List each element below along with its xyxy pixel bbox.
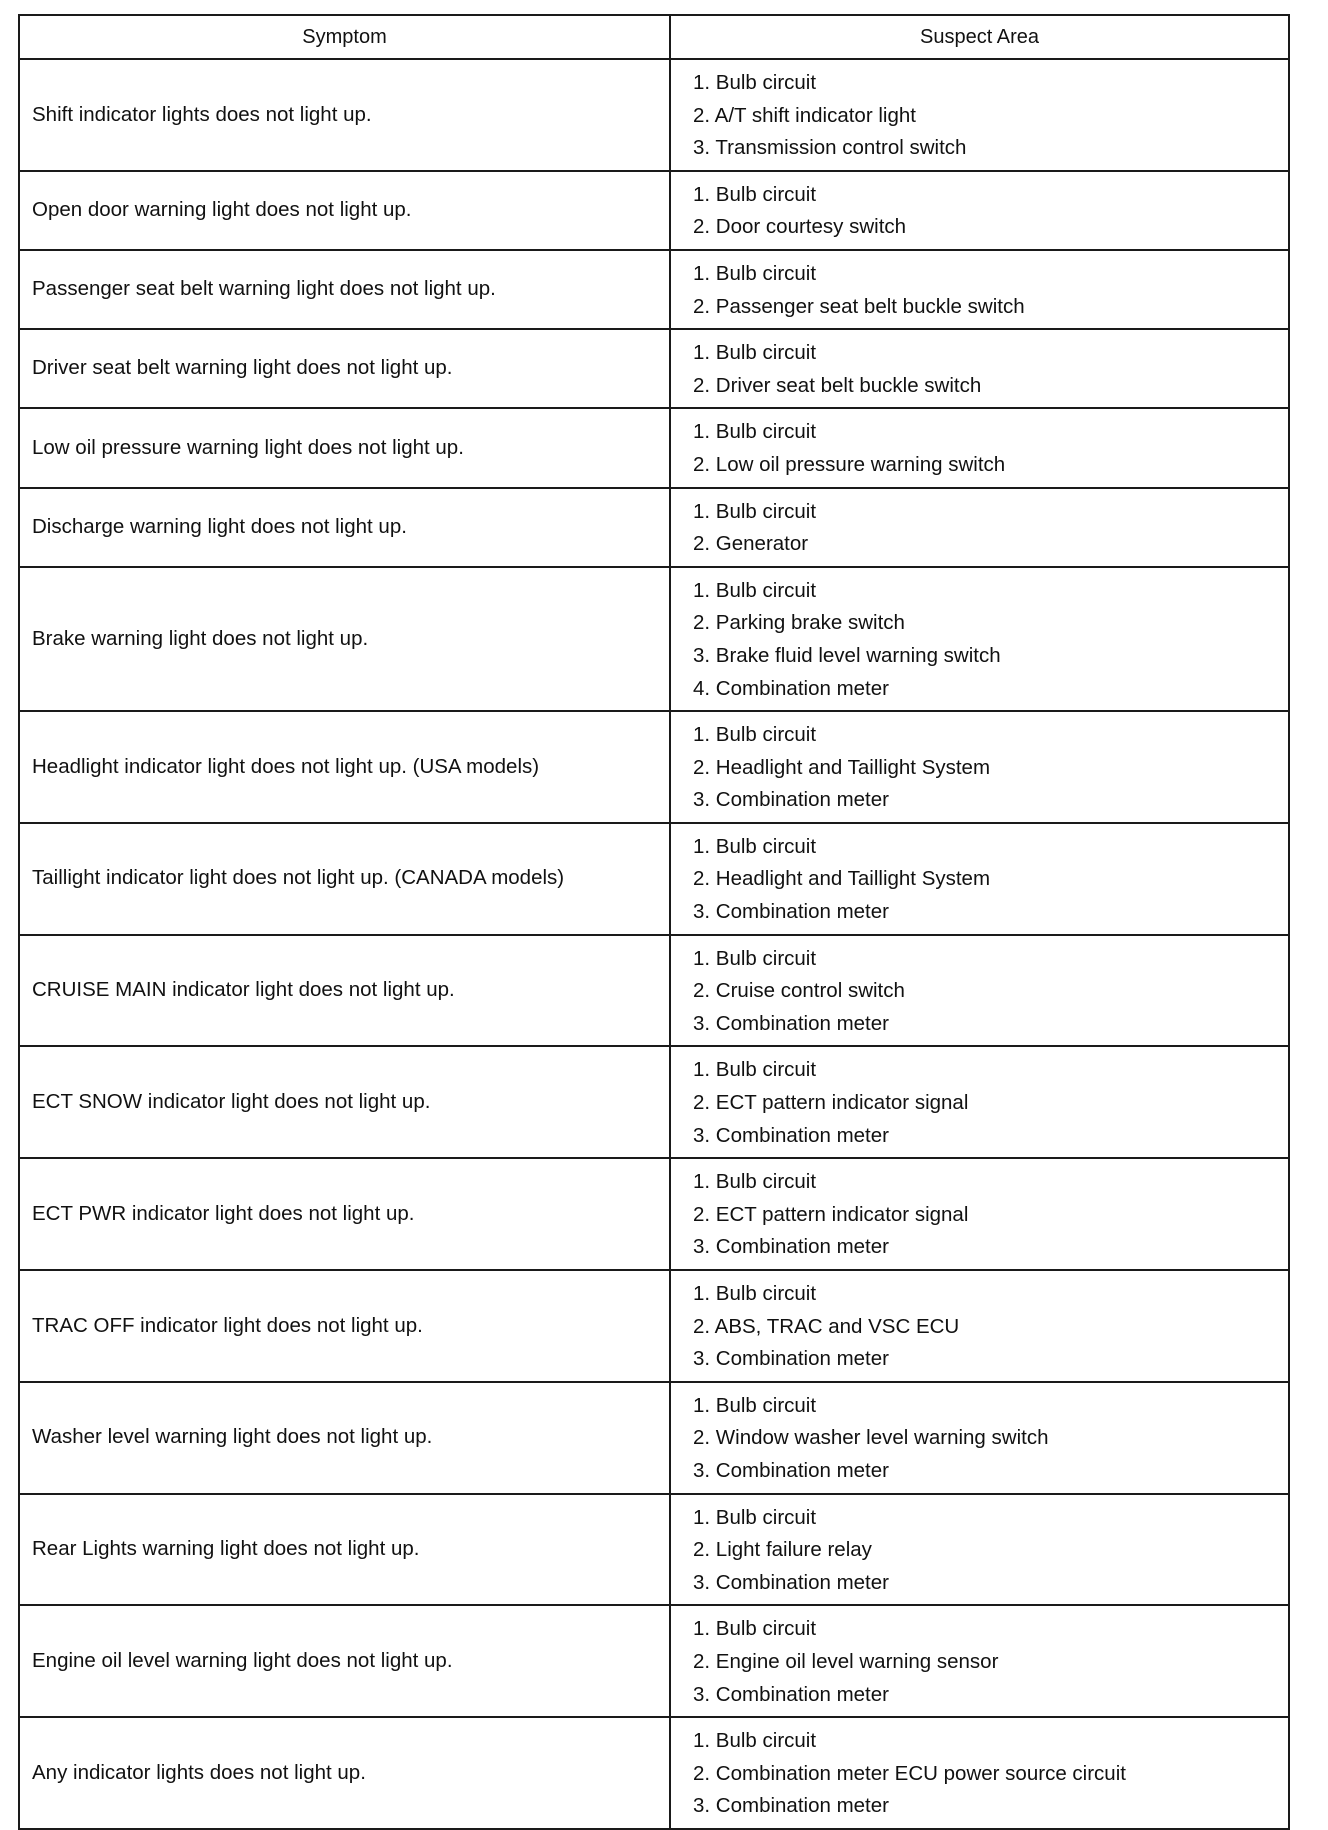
suspect-item: 3. Combination meter	[693, 1458, 889, 1482]
suspect-item: 2. Cruise control switch	[693, 979, 905, 1003]
table-row	[19, 1046, 1289, 1158]
symptom-cell: ECT SNOW indicator light does not light up.	[19, 1046, 670, 1158]
suspect-area-cell	[670, 329, 1289, 408]
suspect-area-header: Suspect Area	[670, 15, 1289, 59]
suspect-item: 3. Transmission control switch	[693, 136, 967, 160]
suspect-area-cell	[670, 488, 1289, 567]
symptom-cell: Washer level warning light does not light up.	[19, 1382, 670, 1494]
symptom-cell: Open door warning light does not light up.	[19, 171, 670, 250]
suspect-item: 3. Combination meter	[693, 1682, 889, 1706]
suspect-area-cell	[670, 1270, 1289, 1382]
troubleshooting-table	[18, 14, 1290, 1830]
table-row	[19, 1494, 1289, 1606]
suspect-item: 1. Bulb circuit	[693, 499, 817, 523]
table-row	[19, 1158, 1289, 1270]
header-row	[19, 15, 1289, 59]
suspect-item: 1. Bulb circuit	[693, 1505, 817, 1529]
suspect-item: 3. Combination meter	[693, 1347, 889, 1371]
symptom-cell: Discharge warning light does not light up.	[19, 488, 670, 567]
suspect-area-cell	[670, 1158, 1289, 1270]
suspect-area-cell	[670, 1046, 1289, 1158]
suspect-item: 2. ECT pattern indicator signal	[693, 1091, 969, 1115]
suspect-area-cell	[670, 1494, 1289, 1606]
suspect-item: 2. Generator	[693, 532, 809, 556]
suspect-item: 1. Bulb circuit	[693, 723, 817, 747]
suspect-item: 2. Headlight and Taillight System	[693, 867, 991, 891]
suspect-area-cell	[670, 823, 1289, 935]
suspect-area-cell	[670, 171, 1289, 250]
symptom-cell: ECT PWR indicator light does not light up.	[19, 1158, 670, 1270]
symptom-cell: Any indicator lights does not light up.	[19, 1717, 670, 1829]
suspect-area-cell	[670, 1382, 1289, 1494]
suspect-item: 2. Driver seat belt buckle switch	[693, 373, 982, 397]
suspect-item: 2. Light failure relay	[693, 1538, 872, 1562]
suspect-item: 3. Combination meter	[693, 1235, 889, 1259]
suspect-item: 2. ECT pattern indicator signal	[693, 1202, 969, 1226]
symptom-cell: CRUISE MAIN indicator light does not light up.	[19, 935, 670, 1047]
suspect-item: 2. Parking brake switch	[693, 611, 905, 635]
suspect-area-cell	[670, 1605, 1289, 1717]
suspect-item: 2. Passenger seat belt buckle switch	[693, 294, 1025, 318]
suspect-item: 2. Combination meter ECU power source circuit	[693, 1761, 1126, 1785]
suspect-area-cell	[670, 935, 1289, 1047]
table-row	[19, 1270, 1289, 1382]
symptom-cell: Engine oil level warning light does not light up.	[19, 1605, 670, 1717]
suspect-item: 1. Bulb circuit	[693, 182, 817, 206]
suspect-item: 3. Combination meter	[693, 1570, 889, 1594]
symptom-cell: Headlight indicator light does not light up. (USA models)	[19, 711, 670, 823]
table-row	[19, 935, 1289, 1047]
suspect-item: 3. Combination meter	[693, 788, 889, 812]
suspect-item: 1. Bulb circuit	[693, 578, 817, 602]
suspect-item: 1. Bulb circuit	[693, 1170, 817, 1194]
suspect-area-cell	[670, 567, 1289, 711]
suspect-item: 1. Bulb circuit	[693, 1393, 817, 1417]
suspect-item: 1. Bulb circuit	[693, 946, 817, 970]
table-row	[19, 329, 1289, 408]
table-row	[19, 59, 1289, 171]
suspect-area-cell	[670, 59, 1289, 171]
symptom-cell: Low oil pressure warning light does not light up.	[19, 408, 670, 487]
suspect-item: 1. Bulb circuit	[693, 420, 817, 444]
symptom-header: Symptom	[19, 15, 670, 59]
suspect-item: 3. Combination meter	[693, 1011, 889, 1035]
suspect-item: 1. Bulb circuit	[693, 1617, 817, 1641]
suspect-item: 3. Brake fluid level warning switch	[693, 643, 1001, 667]
symptom-cell: Taillight indicator light does not light up. (CANADA models)	[19, 823, 670, 935]
table-row	[19, 711, 1289, 823]
suspect-item: 3. Combination meter	[693, 900, 889, 924]
symptom-cell: Rear Lights warning light does not light up.	[19, 1494, 670, 1606]
symptom-cell: Driver seat belt warning light does not light up.	[19, 329, 670, 408]
suspect-item: 1. Bulb circuit	[693, 71, 817, 94]
suspect-item: 1. Bulb circuit	[693, 1058, 817, 1082]
symptom-cell: Passenger seat belt warning light does not light up.	[19, 250, 670, 329]
table-row	[19, 171, 1289, 250]
suspect-area-cell	[670, 408, 1289, 487]
table-row	[19, 1717, 1289, 1829]
symptom-cell: Brake warning light does not light up.	[19, 567, 670, 711]
suspect-item: 1. Bulb circuit	[693, 834, 817, 858]
suspect-item: 2. Engine oil level warning sensor	[693, 1649, 999, 1673]
suspect-item: 1. Bulb circuit	[693, 1729, 817, 1753]
suspect-item: 2. Door courtesy switch	[693, 215, 907, 239]
symptom-cell: Shift indicator lights does not light up.	[19, 59, 670, 171]
suspect-item: 2. Headlight and Taillight System	[693, 755, 991, 779]
suspect-item: 4. Combination meter	[693, 676, 889, 700]
suspect-area-cell	[670, 250, 1289, 329]
suspect-item: 1. Bulb circuit	[693, 1282, 817, 1305]
suspect-item: 2. A/T shift indicator light	[693, 103, 916, 127]
suspect-item: 3. Combination meter	[693, 1123, 889, 1147]
suspect-item: 3. Combination meter	[693, 1794, 889, 1818]
suspect-item: 2. ABS, TRAC and VSC ECU	[693, 1314, 960, 1338]
table-row	[19, 488, 1289, 567]
table-row	[19, 567, 1289, 711]
suspect-area-cell	[670, 1717, 1289, 1829]
table-row	[19, 408, 1289, 487]
symptom-cell: TRAC OFF indicator light does not light up.	[19, 1270, 670, 1382]
table-row	[19, 1605, 1289, 1717]
table-row	[19, 823, 1289, 935]
suspect-area-cell	[670, 711, 1289, 823]
table-row	[19, 250, 1289, 329]
suspect-item: 2. Low oil pressure warning switch	[693, 452, 1006, 476]
suspect-item: 1. Bulb circuit	[693, 261, 817, 285]
suspect-item: 1. Bulb circuit	[693, 341, 817, 365]
table-row	[19, 1382, 1289, 1494]
suspect-item: 2. Window washer level warning switch	[693, 1426, 1049, 1450]
